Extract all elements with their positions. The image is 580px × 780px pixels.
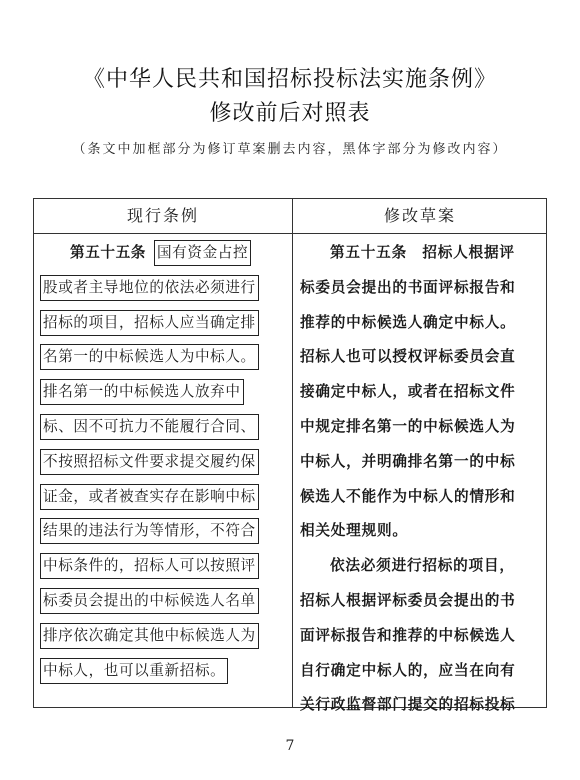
revised-text-line: 依法必须进行招标的项目， [330,557,515,575]
revised-text-line: 关行政监督部门提交的招标投标 [300,696,516,714]
header-divider [34,233,546,234]
deleted-text: 国有资金占控 [154,240,251,266]
document-title: 《中华人民共和国招标投标法实施条例》 [82,67,497,92]
text-line [40,514,288,549]
article-label: 第五十五条 [70,244,146,261]
text-line [40,654,288,689]
revised-text-line: 中规定排名第一的中标候选人为 [300,417,516,435]
deleted-text: 标委员会提出的中标候选人名单 [40,588,259,614]
revised-text-line: 自行确定中标人的，应当在向有 [300,661,516,679]
text-line [40,410,288,445]
revised-text-line: 招标人也可以授权评标委员会直 [300,348,516,366]
deleted-text: 结果的违法行为等情形，不符合 [40,518,259,544]
text-line [40,271,288,306]
deleted-text: 排序依次确定其他中标候选人为 [40,623,259,649]
revised-text-line: 面评标报告和推荐的中标候选人 [300,626,516,644]
text-line [40,480,288,515]
deleted-text: 不按照招标文件要求提交履约保 [40,449,259,475]
text-line [40,549,288,584]
column-divider [292,199,293,707]
page-number: 7 [285,738,295,754]
document-note: （条文中加框部分为修订草案删去内容，黑体字部分为修改内容） [72,142,508,157]
revised-text-line: 中标人，并明确排名第一的中标 [300,452,516,470]
revised-text-line: 候选人不能作为中标人的情形和 [300,487,516,505]
deleted-text: 排名第一的中标候选人放弃中 [40,379,244,405]
deleted-text: 标、因不可抗力不能履行合同、 [40,414,259,440]
header-current-regulation: 现行条例 [126,206,199,225]
text-line [40,584,288,619]
deleted-text: 证金，或者被查实存在影响中标 [40,484,259,510]
deleted-text: 中标条件的，招标人可以按照评 [40,553,259,579]
revised-text-line: 推荐的中标候选人确定中标人。 [300,313,516,331]
deleted-text: 股或者主导地位的依法必须进行 [40,275,259,301]
text-line [40,236,288,271]
text-line [40,306,288,341]
current-regulation-column [40,236,288,688]
deleted-text: 中标人，也可以重新招标。 [40,658,228,684]
text-line [40,619,288,654]
draft-revision-column [300,236,544,723]
revised-text-line: 标委员会提出的书面评标报告和 [300,278,516,296]
comparison-table [33,198,547,714]
deleted-text: 名第一的中标候选人为中标人。 [40,344,259,370]
document-subtitle: 修改前后对照表 [209,101,371,126]
text-line [40,340,288,375]
text-line [40,375,288,410]
revised-text-line: 相关处理规则。 [300,522,408,540]
deleted-text: 招标的项目，招标人应当确定排 [40,310,259,336]
text-line [40,445,288,480]
revised-text-line: 接确定中标人，或者在招标文件 [300,383,516,401]
revised-text-line: 招标人根据评标委员会提出的书 [300,591,516,609]
header-draft-revision: 修改草案 [383,206,456,225]
revised-text-line: 第五十五条 招标人根据评 [330,244,515,261]
